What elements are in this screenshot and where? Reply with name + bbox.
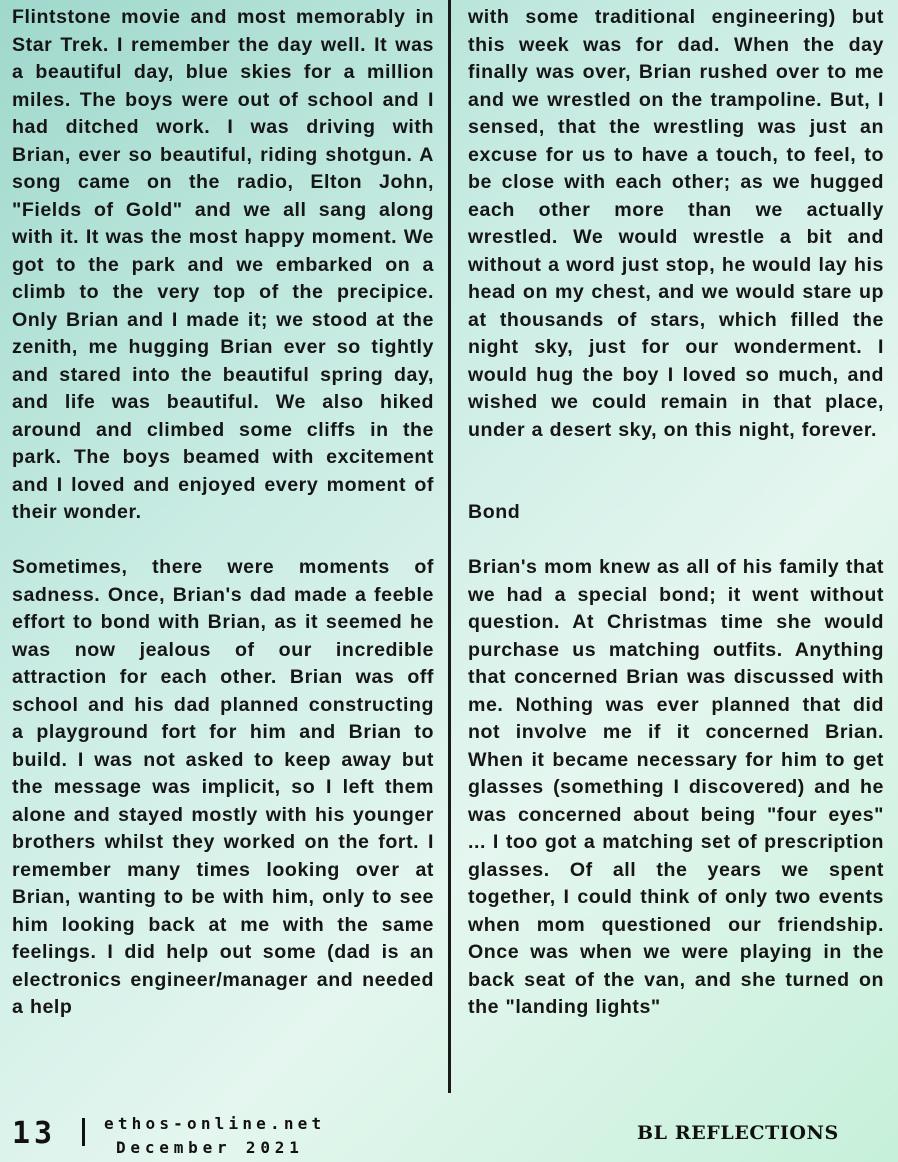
right-column xyxy=(468,4,884,1022)
right-paragraph-1: with some traditional engineering) but this week was for dad. When the day finally was over, Brian rushed over to me and we wrestled on the trampoline. But, I sensed, that the wrestling was just an excuse for us to have a touch, to feel, to be close with each other; as we hugged each other more than we actually wrestled. We would wrestle a bit and without a word just stop, he would lay his head on my chest, and we would stare up at thousands of stars, which filled the night sky, just for our wonderment. I would hug the boy I loved so much, and wished we could remain in that place, under a desert sky, on this night, forever. xyxy=(468,6,884,441)
footer-section-title: BL REFLECTIONS xyxy=(637,1122,839,1144)
left-paragraph-2: Sometimes, there were moments of sadness. Once, Brian's dad made a feeble effort to bond with Brian, as it seemed he was now jealous of our incredible attraction for each other. Brian was off school and his dad planned constructing a playground fort for him and Brian to build. I was not asked to keep away but the message was implicit, so I left them alone and stayed mostly with his younger brothers whilst they worked on the fort. I remember many times looking over at Brian, wanting to be with him, only to see him looking back at me with the same feelings. I did help out some (dad is an electronics engineer/manager and needed a help xyxy=(12,556,434,1018)
footer-divider xyxy=(82,1118,85,1146)
paragraph-gap xyxy=(468,527,884,555)
page-number: 13 xyxy=(12,1116,57,1151)
footer-date: December 2021 xyxy=(116,1138,304,1157)
paragraph-gap xyxy=(468,444,884,499)
footer-site: ethos-online.net xyxy=(104,1114,326,1133)
section-heading-bond: Bond xyxy=(468,501,521,523)
left-paragraph-1: Flintstone movie and most memorably in Star Trek. I remember the day well. It was a beautiful day, blue skies for a million miles. The boys were out of school and I had ditched work. I was driving with Brian, ever so beautiful, riding shotgun. A song came on the radio, Elton John, "Fields of Gold" and we all sang along with it. It was the most happy moment. We got to the park and we embarked on a climb to the very top of the precipice. Only Brian and I made it; we stood at the zenith, me hugging Brian ever so tightly and stared into the beautiful spring day, and life was beautiful. We also hiked around and climbed some cliffs in the park. The boys beamed with excitement and I loved and enjoyed every moment of their wonder. xyxy=(12,6,434,523)
left-column xyxy=(12,4,434,1022)
right-paragraph-2: Brian's mom knew as all of his family that we had a special bond; it went without question. At Christmas time she would purchase us matching outfits. Anything that concerned Brian was discussed with me. Nothing was ever planned that did not involve me if it concerned Brian. When it became necessary for him to get glasses (something I discovered) and he was concerned about being "four eyes" ... I too got a matching set of prescription glasses. Of all the years we spent together, I could think of only two events when mom questioned our friendship. Once was when we were playing in the back seat of the van, and she turned on the "landing lights" xyxy=(468,556,884,1018)
column-divider xyxy=(448,0,451,1093)
paragraph-gap xyxy=(12,527,434,555)
